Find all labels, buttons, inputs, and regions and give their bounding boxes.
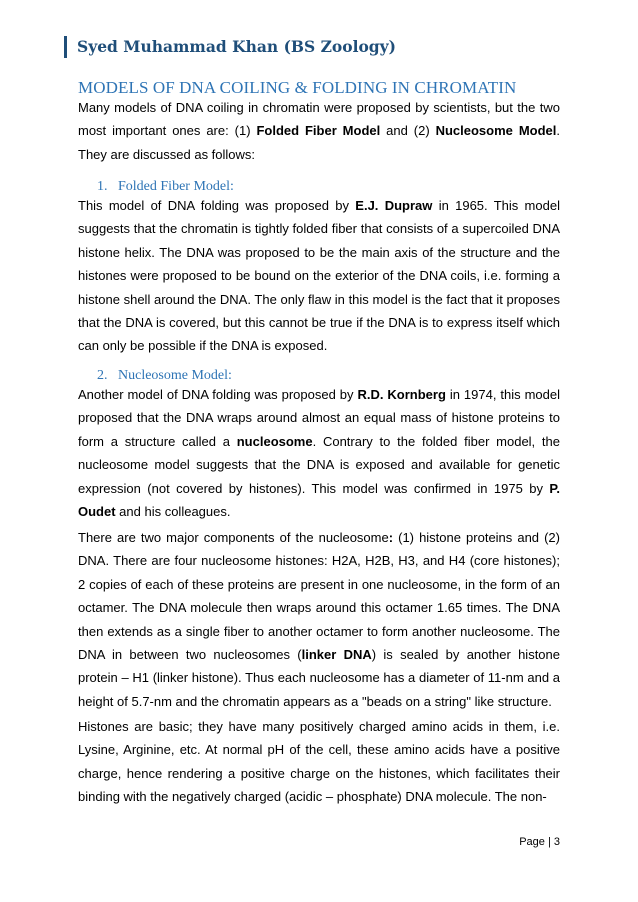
intro-bold-2: Nucleosome Model xyxy=(435,123,557,139)
intro-text-3: . They are discussed as follows: xyxy=(78,123,560,162)
section2-text-2: in 1974, this model proposed that the DNA wraps around almost an equal mass of histone proteins to form a structure called a xyxy=(78,387,560,449)
components-text-2: (1) histone proteins and (2) DNA. There are four nucleosome histones: H2A, H2B, H3, and H4 (core histones); 2 copies of each of these proteins are present in one nucleosome, in the form of an octamer. The DNA molecule then wraps around this octamer 1.65 times. The DNA then extends as a single fiber to another octamer to form another nucleosome. The DNA in between two nucleosomes ( xyxy=(78,530,560,663)
histones-text-1: Histones are basic; they have many positively charged amino acids in them, i.e. Lysine, Arginine, etc. At normal pH of the cell, these amino acids have a positive charge, hence rendering a positive charge on the histones, which facilitates their binding with the negatively charged (acidic – phosphate) DNA molecule. The non- xyxy=(78,719,560,805)
components-bold-2: linker DNA xyxy=(301,647,372,663)
author-header: Syed Muhammad Khan (BS Zoology) xyxy=(64,36,396,58)
intro-text-2: and (2) xyxy=(380,123,436,139)
histones-paragraph xyxy=(78,715,560,809)
intro-text-1: Many models of DNA coiling in chromatin were proposed by scientists, but the two most important ones are: (1) xyxy=(78,100,560,139)
components-text-1: There are two major components of the nucleosome xyxy=(78,530,389,545)
section2-bold-3: P. Oudet xyxy=(78,480,560,520)
intro-paragraph xyxy=(78,96,560,166)
section1-heading: 1. Folded Fiber Model: xyxy=(97,179,234,194)
section2-text-4: and his colleagues. xyxy=(115,504,231,520)
section2-bold-1: R.D. Kornberg xyxy=(357,387,446,402)
section2-paragraph xyxy=(78,383,560,523)
intro-bold-1: Folded Fiber Model xyxy=(256,123,381,139)
section2-text-3: . Contrary to the folded fiber model, the nucleosome model suggests that the DNA is exposed and available for genetic expression (not covered by histones). This model was confirmed in 1975 by xyxy=(78,433,560,496)
components-text-3: ) is sealed by another histone protein – H1 (linker histone). Thus each nucleosome has a diameter of 11-nm and a height of 5.7-nm and the chromatin appears as a "beads on a string" like structure. xyxy=(78,647,560,709)
page-number: Page | 3 xyxy=(519,836,560,848)
section2-heading: 2. Nucleosome Model: xyxy=(97,368,232,383)
document-title: MODELS OF DNA COILING & FOLDING IN CHROMATIN xyxy=(78,78,517,97)
section1-paragraph xyxy=(78,194,560,358)
section2-bold-2: nucleosome xyxy=(236,433,313,449)
components-paragraph xyxy=(78,526,560,713)
components-bold-1: : xyxy=(388,530,394,545)
section1-text-2: in 1965. This model suggests that the chromatin is tightly folded fiber that consists of a supercoiled DNA histone helix. The DNA was proposed to be the main axis of the structure and the histones were proposed to be bound on the exterior of the DNA coils, i.e. forming a histone shell around the DNA. The only flaw in this model is the fact that it proposes that the DNA is covered, but this cannot be true if the DNA is to express itself which can only be possible if the DNA is exposed. xyxy=(78,198,560,354)
section2-text-1: Another model of DNA folding was proposed by xyxy=(78,387,358,402)
section1-bold-1: E.J. Dupraw xyxy=(355,198,433,213)
section1-text-1: This model of DNA folding was proposed by xyxy=(78,198,356,213)
